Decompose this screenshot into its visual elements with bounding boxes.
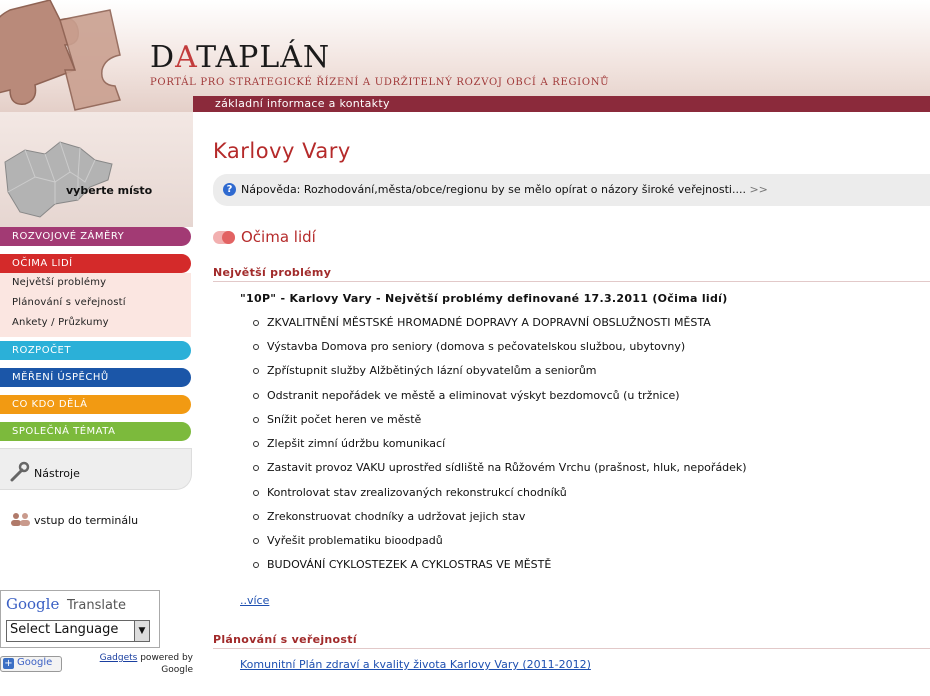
wrench-icon	[9, 461, 31, 483]
people-view-submenu	[0, 273, 191, 337]
powered-by-text: Gadgets powered by Google	[99, 653, 193, 675]
list-item: Výstavba Domova pro seniory (domova s pečovatelskou službou, ubytovny)	[267, 340, 686, 353]
list-item: Zastavit provoz VAKU uprostřed sídliště na Růžovém Vrchu (prašnost, hluk, nepořádek)	[267, 461, 747, 474]
list-item: BUDOVÁNÍ CYKLOSTEZEK A CYKLOSTRAS VE MĚSTĚ	[267, 558, 552, 571]
header	[0, 0, 930, 112]
sidebar	[0, 112, 193, 696]
problems-heading: Největší problémy	[213, 266, 930, 282]
help-more-link[interactable]: >>	[749, 183, 768, 196]
list-item: ZKVALITNĚNÍ MĚSTSKÉ HROMADNÉ DOPRAVY A DOPRAVNÍ OBSLUŽNOSTI MĚSTA	[267, 316, 711, 329]
google-translate-widget	[0, 590, 160, 648]
problems-list-title: "10P" - Karlovy Vary - Největší problémy definované 17.3.2011 (Očima lidí)	[240, 292, 728, 305]
more-link[interactable]: ..více	[240, 594, 270, 607]
puzzle-logo-icon	[0, 0, 130, 120]
region-map[interactable]	[0, 112, 193, 227]
plus-icon: +	[4, 658, 13, 669]
list-item: Zpřístupnit služby Alžbětiných lázní obyvatelům a seniorům	[267, 364, 597, 377]
terminal-label: vstup do terminálu	[34, 514, 139, 527]
tools-panel[interactable]	[0, 448, 192, 490]
submenu-item-surveys[interactable]: Ankety / Průzkumy	[12, 317, 109, 328]
list-item: Kontrolovat stav zrealizovaných rekonstrukcí chodníků	[267, 486, 567, 499]
language-select[interactable]: Select Language ▼	[6, 620, 150, 642]
list-item: Odstranit nepořádek ve městě a eliminovat výskyt bezdomovců (u tržnice)	[267, 389, 680, 402]
nav-link-contacts[interactable]: základní informace a kontakty	[215, 97, 390, 110]
gadgets-link[interactable]: Gadgets	[99, 653, 138, 663]
community-plan-link[interactable]: Komunitní Plán zdraví a kvality života Karlovy Vary (2011-2012)	[240, 658, 591, 671]
page-title: Karlovy Vary	[213, 139, 351, 163]
menu-item-development-plans[interactable]: ROZVOJOVÉ ZÁMĚRY	[0, 227, 191, 246]
menu-item-people-view[interactable]: OČIMA LIDÍ	[0, 254, 191, 273]
list-item: Zrekonstruovat chodníky a udržovat jejich stav	[267, 510, 526, 523]
help-icon: ?	[223, 183, 236, 196]
czech-map-icon	[0, 132, 120, 222]
tools-label: Nástroje	[34, 467, 80, 480]
top-navbar	[193, 96, 930, 112]
main-content: Karlovy Vary ? Nápověda: Rozhodování,města/obce/regionu by se mělo opírat o názory široké veřejnosti.... >> Očima lidí Největší problémy "10P" - Karlovy Vary - Největší problémy definované 17.3.2011 (Očima lidí) ZKVALITNĚNÍ MĚSTSKÉ HROMADNÉ DOPRAVY A DOPRAVNÍ OBSLUŽNOSTI MĚSTA Výstavba Domova pro seniory (domova s pečovatelskou službou, ubytovny) Zpřístupnit služby Alžbětiných lázní obyvatelům a seniorům Odstranit nepořádek ve městě a eliminovat výskyt bezdomovců (u tržnice) Snížit počet heren ve městě Zlepšit zimní údržbu komunikací Zastavit provoz VAKU uprostřed sídliště na Růžovém Vrchu (prašnost, hluk, nepořádek) Kontrolovat stav zrealizovaných rekonstrukcí chodníků Zrekonstruovat chodníky a udržovat jejich stav Vyřešit problematiku bioodpadů BUDOVÁNÍ CYKLOSTEZEK A CYKLOSTRAS VE MĚSTĚ ..více Plánování s veřejností Komunitní Plán zdraví a kvality života Karlovy Vary (2011-2012)	[213, 112, 930, 696]
menu-item-who-does-what[interactable]: CO KDO DĚLÁ	[0, 395, 191, 414]
translate-label: Translate	[67, 598, 127, 613]
chevron-down-icon: ▼	[134, 621, 149, 641]
help-text: Nápověda: Rozhodování,města/obce/regionu by se mělo opírat o názory široké veřejnosti.... >>	[241, 183, 768, 196]
list-item: Snížit počet heren ve městě	[267, 413, 422, 426]
planning-heading: Plánování s veřejností	[213, 633, 930, 649]
google-logo: Google	[6, 595, 60, 613]
list-item: Vyřešit problematiku bioodpadů	[267, 534, 443, 547]
menu-item-success-measurement[interactable]: MĚŘENÍ ÚSPĚCHŮ	[0, 368, 191, 387]
site-logo[interactable]: DATAPLÁN	[150, 40, 331, 75]
help-bar[interactable]	[213, 174, 930, 206]
add-google-button[interactable]: + Google	[0, 656, 62, 672]
menu-item-budget[interactable]: ROZPOČET	[0, 341, 191, 360]
site-tagline: PORTÁL PRO STRATEGICKÉ ŘÍZENÍ A UDRŽITELNÝ ROZVOJ OBCÍ A REGIONŮ	[150, 77, 610, 88]
choose-place-label[interactable]: vyberte místo	[66, 184, 153, 197]
users-icon	[10, 512, 32, 526]
submenu-item-public-planning[interactable]: Plánování s veřejností	[12, 297, 126, 308]
toggle-icon	[213, 231, 235, 244]
menu-item-common-topics[interactable]: SPOLEČNÁ TÉMATA	[0, 422, 191, 441]
submenu-item-biggest-problems[interactable]: Největší problémy	[12, 277, 107, 288]
list-item: Zlepšit zimní údržbu komunikací	[267, 437, 446, 450]
